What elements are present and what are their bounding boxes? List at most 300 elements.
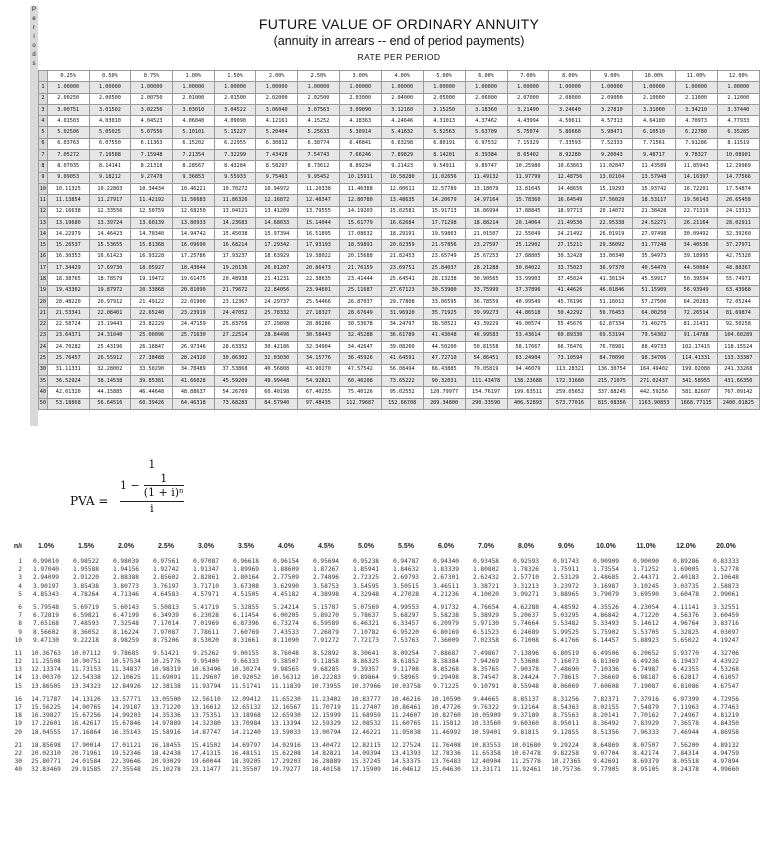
fv-value-cell: 60.39426 bbox=[131, 398, 173, 409]
pva-value-cell: 4.91732 bbox=[432, 603, 460, 611]
pva-value-cell: 5.79548 bbox=[32, 603, 60, 611]
fv-value-cell: 9.75463 bbox=[256, 172, 298, 183]
pva-value-cell: 9.95400 bbox=[192, 658, 220, 666]
pva-value-cell: 14.29187 bbox=[111, 704, 141, 711]
fv-value-cell: 18.29191 bbox=[381, 229, 423, 240]
pva-value-cell: 5.89270 bbox=[312, 612, 340, 620]
pva-value-cell: 10.46216 bbox=[391, 695, 421, 703]
pva-value-cell: 8.35765 bbox=[472, 666, 500, 674]
fv-value-cell: 3.03010 bbox=[172, 104, 214, 115]
fv-value-cell: 36.61789 bbox=[381, 330, 423, 341]
fv-value-cell: 4.15252 bbox=[298, 116, 340, 127]
pva-value-cell: 12.54338 bbox=[71, 674, 101, 682]
fv-annuity-panel bbox=[30, 6, 760, 426]
pva-value-cell: 5.20637 bbox=[512, 612, 540, 620]
pva-value-cell: 1.69005 bbox=[672, 566, 700, 574]
pva-value-cell: 11.73153 bbox=[71, 666, 101, 674]
pva-inner-num: 1 bbox=[160, 472, 168, 485]
pva-value-cell: 8.75206 bbox=[152, 636, 180, 644]
pva-value-cell: 1.85941 bbox=[352, 566, 380, 574]
fv-value-cell: 35.94973 bbox=[633, 251, 675, 262]
pva-value-cell: 7.54879 bbox=[632, 704, 660, 711]
pva-period-cell: 7 bbox=[18, 612, 22, 620]
pva-value-cell: 25.80771 bbox=[31, 758, 61, 766]
fv-rate-label: RATE PER PERIOD bbox=[357, 52, 441, 62]
fv-table-row bbox=[39, 296, 760, 307]
pva-numerator-one: 1 bbox=[148, 458, 156, 471]
fv-value-cell: 40.99549 bbox=[507, 296, 549, 307]
pva-value-cell: 14.82821 bbox=[311, 749, 341, 757]
pva-value-cell: 8.95105 bbox=[632, 766, 660, 774]
fv-value-cell: 20.48220 bbox=[47, 296, 89, 307]
pva-value-cell: 4.27028 bbox=[392, 590, 420, 598]
pva-value-cell: 13.34323 bbox=[71, 682, 101, 690]
pva-value-cell: 17.90014 bbox=[71, 741, 101, 749]
fv-value-cell: 6.15202 bbox=[172, 138, 214, 149]
fv-value-cell: 14.97164 bbox=[465, 195, 507, 206]
pva-value-cell: 7.0% bbox=[478, 543, 494, 550]
pva-table-row bbox=[4, 742, 746, 750]
fv-value-cell: 25.71630 bbox=[172, 330, 214, 341]
vertical-letter: i bbox=[33, 34, 35, 40]
pva-value-cell: 6.23028 bbox=[192, 612, 220, 620]
pva-value-cell: 10.36763 bbox=[31, 649, 61, 657]
pva-value-cell: 8.06069 bbox=[552, 682, 580, 690]
pva-value-cell: 4.23054 bbox=[632, 603, 660, 611]
fv-value-cell: 2.03000 bbox=[339, 93, 381, 104]
pva-value-cell: 9.71225 bbox=[432, 682, 460, 690]
fv-value-cell: 1.00000 bbox=[47, 82, 89, 93]
pva-value-cell: 8.54363 bbox=[552, 704, 580, 711]
fv-value-cell: 43.90270 bbox=[298, 364, 340, 375]
fv-value-cell: 16.68214 bbox=[214, 240, 256, 251]
pva-value-cell: 13.86505 bbox=[31, 682, 61, 690]
fv-value-cell: 28.02911 bbox=[717, 217, 759, 228]
fv-table-row bbox=[39, 206, 760, 217]
fv-value-cell: 15.02581 bbox=[381, 206, 423, 217]
pva-period-cell: 10 bbox=[14, 636, 22, 644]
pva-value-cell: 5.15787 bbox=[312, 603, 340, 611]
pva-value-cell: 7.02358 bbox=[472, 636, 500, 644]
pva-value-cell: 15.56225 bbox=[31, 704, 61, 711]
pva-value-cell: 7.97087 bbox=[152, 628, 180, 636]
fv-value-cell: 46.44648 bbox=[131, 387, 173, 398]
fv-value-cell: 33.99903 bbox=[507, 274, 549, 285]
pva-value-cell: 7.65168 bbox=[32, 620, 60, 628]
fv-value-cell: 5.05025 bbox=[89, 127, 131, 138]
fv-value-cell: 3.31000 bbox=[633, 104, 675, 115]
fv-value-cell: 6.97532 bbox=[465, 138, 507, 149]
pva-value-cell: 7.19087 bbox=[632, 682, 660, 690]
pva-value-cell: 17.15909 bbox=[351, 766, 381, 774]
fv-value-cell: 7.91286 bbox=[675, 138, 717, 149]
fv-value-cell: 12.48756 bbox=[549, 172, 591, 183]
pva-value-cell: 3.54595 bbox=[352, 582, 380, 590]
pva-value-cell: 2.82861 bbox=[192, 574, 220, 582]
fv-value-cell: 23.64371 bbox=[47, 330, 89, 341]
pva-value-cell: 1.78326 bbox=[512, 566, 540, 574]
fv-period-cell: 18 bbox=[39, 274, 48, 285]
fv-period-cell: 15 bbox=[39, 240, 48, 251]
pva-value-cell: 6.46321 bbox=[352, 620, 380, 628]
pva-value-cell: 9.81815 bbox=[512, 728, 540, 736]
pva-value-cell: 4.81219 bbox=[712, 712, 740, 720]
pva-value-cell: 9.78685 bbox=[112, 649, 140, 657]
pva-value-cell: 6.0% bbox=[438, 543, 454, 550]
fv-value-cell: 17.88845 bbox=[507, 206, 549, 217]
pva-table-row bbox=[4, 758, 746, 766]
fv-value-cell: 79.05819 bbox=[465, 364, 507, 375]
fv-rate-header: 6.00% bbox=[465, 71, 507, 82]
fv-value-cell: 17.25786 bbox=[172, 251, 214, 262]
fv-value-cell: 7.33593 bbox=[549, 138, 591, 149]
fv-value-cell: 341.58955 bbox=[675, 376, 717, 387]
pva-value-cell: 0.91743 bbox=[552, 558, 580, 565]
pva-value-cell: 4.64583 bbox=[152, 590, 180, 598]
fv-value-cell: 6.07550 bbox=[89, 138, 131, 149]
pva-value-cell: 12.82115 bbox=[351, 741, 381, 749]
fv-value-cell: 36.97370 bbox=[591, 263, 633, 274]
pva-table-row bbox=[4, 583, 746, 591]
fv-value-cell: 113.28321 bbox=[549, 364, 591, 375]
pva-value-cell: 6.98187 bbox=[632, 674, 660, 682]
fv-value-cell: 30.53678 bbox=[339, 319, 381, 330]
fv-value-cell: 25.64541 bbox=[381, 274, 423, 285]
fv-value-cell: 172.31680 bbox=[549, 376, 591, 387]
fv-period-cell: 7 bbox=[39, 150, 48, 161]
pva-value-cell: 14.35336 bbox=[151, 712, 181, 720]
fv-value-cell: 13.81645 bbox=[507, 183, 549, 194]
fv-value-cell: 18.38765 bbox=[47, 274, 89, 285]
fv-value-cell: 3.37440 bbox=[717, 104, 759, 115]
pva-value-cell: 9.77905 bbox=[592, 766, 620, 774]
pva-value-cell: 8.85137 bbox=[512, 695, 540, 703]
pva-value-cell: 17.41315 bbox=[191, 749, 221, 757]
pva-value-cell: 3.90197 bbox=[32, 582, 60, 590]
pva-value-cell: 7.01969 bbox=[192, 620, 220, 628]
fv-value-cell: 767.09142 bbox=[717, 387, 759, 398]
fv-value-cell: 30.58443 bbox=[298, 330, 340, 341]
fv-value-cell: 2.09000 bbox=[591, 93, 633, 104]
fv-value-cell: 14.70340 bbox=[131, 229, 173, 240]
fv-value-cell: 14.77566 bbox=[717, 172, 759, 183]
fv-value-cell: 54.26789 bbox=[214, 387, 256, 398]
pva-value-cell: 6.97399 bbox=[672, 695, 700, 703]
pva-value-cell: 4.53268 bbox=[712, 666, 740, 674]
pva-value-cell: 8.31661 bbox=[232, 636, 260, 644]
fv-value-cell: 199.63511 bbox=[507, 387, 549, 398]
pva-value-cell: 10.59401 bbox=[471, 728, 501, 736]
fv-value-cell: 36.52924 bbox=[47, 376, 89, 387]
fv-value-cell: 60.89330 bbox=[549, 330, 591, 341]
pva-value-cell: 6.80169 bbox=[432, 628, 460, 636]
fv-value-cell: 1.00000 bbox=[381, 82, 423, 93]
fv-value-cell: 67.40255 bbox=[298, 387, 340, 398]
pva-period-cell: 14 bbox=[14, 674, 22, 682]
fv-value-cell: 24.47159 bbox=[172, 319, 214, 330]
fv-value-cell: 15.53655 bbox=[89, 240, 131, 251]
fv-value-cell: 19.38022 bbox=[298, 251, 340, 262]
fv-value-cell: 241.33268 bbox=[717, 364, 759, 375]
fv-value-cell: 46.99583 bbox=[465, 330, 507, 341]
fv-value-cell: 8.73612 bbox=[298, 161, 340, 172]
fv-value-cell: 15.78360 bbox=[507, 195, 549, 206]
pva-value-cell: 8.30641 bbox=[352, 649, 380, 657]
fv-value-cell: 73.65222 bbox=[381, 376, 423, 387]
fv-value-cell: 25.76457 bbox=[47, 353, 89, 364]
pva-value-cell: 4.84350 bbox=[712, 720, 740, 728]
fv-value-cell: 40.54470 bbox=[633, 263, 675, 274]
fv-value-cell: 13.19680 bbox=[47, 217, 89, 228]
pva-value-cell: 14.69797 bbox=[231, 741, 261, 749]
fv-value-cell: 27.88805 bbox=[507, 251, 549, 262]
fv-value-cell: 22.84056 bbox=[256, 285, 298, 296]
pva-table-row bbox=[4, 591, 746, 599]
fv-value-cell: 573.77016 bbox=[549, 398, 591, 409]
fv-value-cell: 1.00000 bbox=[633, 82, 675, 93]
pva-value-cell: 3.03735 bbox=[672, 582, 700, 590]
pva-value-cell: 8.38384 bbox=[432, 658, 460, 666]
pva-value-cell: 11.69091 bbox=[151, 674, 181, 682]
fv-value-cell: 66.43885 bbox=[423, 364, 465, 375]
pva-value-cell: 1.95588 bbox=[72, 566, 100, 574]
fv-value-cell: 25.12902 bbox=[507, 240, 549, 251]
fv-value-cell: 50.39594 bbox=[675, 274, 717, 285]
fv-value-cell: 3.34210 bbox=[675, 104, 717, 115]
fv-value-cell: 1.00000 bbox=[717, 82, 759, 93]
fv-value-cell: 3.21490 bbox=[507, 104, 549, 115]
pva-value-cell: 5.97130 bbox=[472, 620, 500, 628]
pva-value-cell: 18.85698 bbox=[31, 741, 61, 749]
pva-table-row bbox=[4, 696, 746, 704]
fv-period-cell: 14 bbox=[39, 229, 48, 240]
fv-value-cell: 13.04121 bbox=[214, 206, 256, 217]
fv-value-cell: 9.55933 bbox=[214, 172, 256, 183]
pva-value-cell: 6.20652 bbox=[632, 649, 660, 657]
fv-value-cell: 24.29737 bbox=[256, 296, 298, 307]
fv-value-cell: 34.24797 bbox=[381, 319, 423, 330]
pva-value-cell: 10.01680 bbox=[511, 741, 541, 749]
pva-value-cell: 3.76197 bbox=[152, 582, 180, 590]
fv-value-cell: 11.46388 bbox=[339, 183, 381, 194]
fv-value-cell: 29.36092 bbox=[591, 240, 633, 251]
fv-rate-header: 0.50% bbox=[89, 71, 131, 82]
fv-value-cell: 21.49530 bbox=[549, 217, 591, 228]
fv-value-cell: 11.56683 bbox=[172, 195, 214, 206]
pva-value-cell: 8.61852 bbox=[392, 658, 420, 666]
pva-value-cell: 19.60044 bbox=[191, 758, 221, 766]
pva-value-cell: 8.64869 bbox=[592, 741, 620, 749]
pva-value-cell: 4.19247 bbox=[712, 636, 740, 644]
pva-value-cell: 4.03097 bbox=[712, 628, 740, 636]
pva-value-cell: 10.27365 bbox=[551, 758, 581, 766]
fv-value-cell: 19.43362 bbox=[47, 285, 89, 296]
pva-value-cell: 7.49867 bbox=[472, 649, 500, 657]
pva-value-cell: 8.76048 bbox=[272, 649, 300, 657]
pva-value-cell: 14.32380 bbox=[191, 720, 221, 728]
pva-value-cell: 6.87396 bbox=[232, 620, 260, 628]
pva-table-row bbox=[4, 566, 746, 574]
pva-value-cell: 1.71252 bbox=[632, 566, 660, 574]
pva-value-cell: 16.28889 bbox=[311, 758, 341, 766]
pva-value-cell: 7.46944 bbox=[672, 728, 700, 736]
pva-inner-fraction bbox=[144, 472, 184, 499]
pva-value-cell: 9.47130 bbox=[32, 636, 60, 644]
pva-value-cell: 2.57710 bbox=[512, 574, 540, 582]
fv-value-cell: 102.17415 bbox=[675, 342, 717, 353]
fv-value-cell: 20.48938 bbox=[214, 274, 256, 285]
pva-value-cell: 12.56110 bbox=[191, 695, 221, 703]
pva-value-cell: 4.97894 bbox=[712, 758, 740, 766]
pva-value-cell: 8.75563 bbox=[552, 712, 580, 720]
fv-value-cell: 27.29898 bbox=[256, 319, 298, 330]
fv-value-cell: 2.01000 bbox=[172, 93, 214, 104]
pva-value-cell: 4.89132 bbox=[712, 741, 740, 749]
fv-value-cell: 7.66246 bbox=[339, 150, 381, 161]
fv-value-cell: 30.32428 bbox=[549, 251, 591, 262]
fv-value-cell: 6.22780 bbox=[675, 127, 717, 138]
pva-value-cell: 3.62990 bbox=[272, 582, 300, 590]
fv-value-cell: 32.45288 bbox=[339, 330, 381, 341]
fv-table-row bbox=[39, 217, 760, 228]
fv-value-cell: 11.97799 bbox=[507, 172, 549, 183]
fv-rate-header: 4.00% bbox=[381, 71, 423, 82]
pva-period-cell: 19 bbox=[14, 720, 22, 728]
fv-value-cell: 9.78327 bbox=[675, 150, 717, 161]
fv-value-cell: 14.22979 bbox=[47, 229, 89, 240]
fv-value-cell: 1.00000 bbox=[675, 82, 717, 93]
fv-table-row bbox=[39, 116, 760, 127]
fv-value-cell: 21.79672 bbox=[214, 285, 256, 296]
pva-value-cell: 1.75911 bbox=[552, 566, 580, 574]
fv-value-cell: 1.00000 bbox=[549, 82, 591, 93]
pva-value-cell: 12.15999 bbox=[311, 712, 341, 720]
pva-value-cell: 3.67308 bbox=[232, 582, 260, 590]
pva-value-cell: 7.82371 bbox=[592, 695, 620, 703]
pva-period-cell: 15 bbox=[14, 682, 22, 690]
pva-value-cell: 14.21240 bbox=[231, 728, 261, 736]
pva-value-cell: 13.00794 bbox=[311, 728, 341, 736]
pva-value-cell: 10.10590 bbox=[431, 695, 461, 703]
pva-value-cell: 2.94099 bbox=[32, 574, 60, 582]
pva-value-cell: 1.83339 bbox=[432, 566, 460, 574]
fv-rate-header: 2.50% bbox=[298, 71, 340, 82]
pva-period-cell: 22 bbox=[14, 749, 22, 757]
fv-value-cell: 41.30134 bbox=[591, 274, 633, 285]
fv-period-cell: 3 bbox=[39, 104, 48, 115]
fv-value-cell: 30.53900 bbox=[423, 285, 465, 296]
fv-value-cell: 21.01507 bbox=[465, 229, 507, 240]
fv-value-cell: 64.00250 bbox=[633, 308, 675, 319]
pva-value-cell: 3.60459 bbox=[712, 612, 740, 620]
pva-period-cell: n/i bbox=[13, 543, 22, 550]
pva-value-cell: 9.11708 bbox=[392, 666, 420, 674]
pva-value-cell: 7.96333 bbox=[632, 728, 660, 736]
fv-value-cell: 41.64591 bbox=[381, 353, 423, 364]
pva-value-cell: 9.07704 bbox=[592, 749, 620, 757]
pva-value-cell: 8.36052 bbox=[72, 628, 100, 636]
fv-value-cell: 16.72201 bbox=[675, 183, 717, 194]
fv-value-cell: 4.70973 bbox=[675, 116, 717, 127]
pva-value-cell: 4.99553 bbox=[392, 603, 420, 611]
pva-value-cell: 6.14457 bbox=[592, 636, 620, 644]
fv-value-cell: 4.04523 bbox=[131, 116, 173, 127]
pva-value-cell: 6.73274 bbox=[272, 620, 300, 628]
pva-value-cell: 1.88609 bbox=[272, 566, 300, 574]
fv-value-cell: 31.96920 bbox=[381, 308, 423, 319]
fv-value-cell: 34.78489 bbox=[172, 364, 214, 375]
fv-value-cell: 23.82229 bbox=[131, 319, 173, 330]
fv-value-cell: 64.20283 bbox=[675, 296, 717, 307]
pva-value-cell: 6.47199 bbox=[112, 612, 140, 620]
pva-value-cell: 5.93770 bbox=[672, 649, 700, 657]
fv-value-cell: 4.43994 bbox=[507, 116, 549, 127]
fv-value-cell: 17.29342 bbox=[256, 240, 298, 251]
pva-value-cell: 11.15812 bbox=[431, 720, 461, 728]
fv-value-cell: 133.33387 bbox=[717, 353, 759, 364]
fv-value-cell: 4.64100 bbox=[633, 116, 675, 127]
fv-value-cell: 8.39384 bbox=[465, 150, 507, 161]
fv-value-cell: 36.78559 bbox=[465, 296, 507, 307]
pva-value-cell: 17.22601 bbox=[31, 720, 61, 728]
fv-value-cell: 55.45676 bbox=[549, 319, 591, 330]
fv-value-cell: 13.18079 bbox=[465, 183, 507, 194]
pva-value-cell: 9.66333 bbox=[232, 658, 260, 666]
fv-value-cell: 26.97346 bbox=[172, 342, 214, 353]
pva-value-cell: 0.96154 bbox=[272, 558, 300, 565]
pva-value-cell: 9.82258 bbox=[552, 749, 580, 757]
pva-value-cell: 16.48151 bbox=[231, 749, 261, 757]
pva-value-cell: 4.5% bbox=[318, 543, 334, 550]
fv-rate-header: 12.00% bbox=[717, 71, 759, 82]
fv-value-cell: 13.02104 bbox=[591, 172, 633, 183]
fv-value-cell: 17.93193 bbox=[298, 240, 340, 251]
pva-value-cell: 0.98522 bbox=[72, 558, 100, 565]
fv-value-cell: 29.77808 bbox=[381, 296, 423, 307]
fv-value-cell: 91.14788 bbox=[675, 330, 717, 341]
fv-value-cell: 138.23688 bbox=[507, 376, 549, 387]
fv-value-cell: 2.05000 bbox=[423, 93, 465, 104]
pva-value-cell: 10.63496 bbox=[191, 666, 221, 674]
fv-value-cell: 71.40275 bbox=[633, 319, 675, 330]
pva-period-cell: 17 bbox=[14, 704, 22, 711]
fv-value-cell: 31.11331 bbox=[47, 364, 89, 375]
fv-value-cell: 54.86451 bbox=[465, 353, 507, 364]
fv-table-row bbox=[39, 263, 760, 274]
pva-value-cell: 3.85438 bbox=[72, 582, 100, 590]
vertical-letter: s bbox=[32, 61, 36, 67]
fv-value-cell: 20.65458 bbox=[717, 195, 759, 206]
pva-value-cell: 10.75736 bbox=[551, 766, 581, 774]
fv-period-cell: 30 bbox=[39, 364, 48, 375]
fv-value-cell: 22.55049 bbox=[507, 229, 549, 240]
pva-value-cell: 1.97040 bbox=[32, 566, 60, 574]
fv-value-cell: 5.02506 bbox=[47, 127, 89, 138]
pva-value-cell: 6.59821 bbox=[72, 612, 100, 620]
fv-value-cell: 76.78981 bbox=[591, 342, 633, 353]
fv-value-cell: 3.12160 bbox=[381, 104, 423, 115]
fv-value-cell: 1.00000 bbox=[256, 82, 298, 93]
fv-table-row bbox=[39, 285, 760, 296]
pva-value-cell: 7.78611 bbox=[192, 628, 220, 636]
pva-value-cell: 4.86958 bbox=[712, 728, 740, 736]
fv-value-cell: 5.15227 bbox=[214, 127, 256, 138]
fv-value-cell: 44.15885 bbox=[89, 387, 131, 398]
pva-value-cell: 7.10336 bbox=[592, 666, 620, 674]
fv-value-cell: 17.54874 bbox=[717, 183, 759, 194]
fv-value-cell: 23.94601 bbox=[298, 285, 340, 296]
pva-value-cell: 5.32855 bbox=[232, 603, 260, 611]
